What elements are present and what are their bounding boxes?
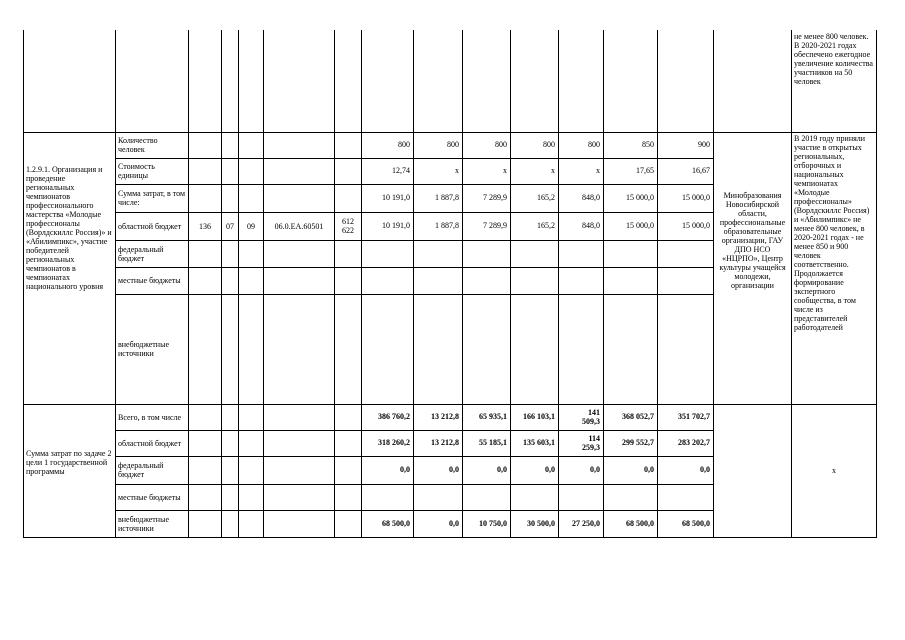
- value-cell: 10 191,0: [362, 184, 414, 212]
- top-cell: [362, 30, 414, 132]
- row-label: Количество человек: [116, 132, 189, 158]
- value-cell: 13 212,8: [414, 404, 463, 430]
- value-cell: 386 760,2: [362, 404, 414, 430]
- row-label: областной бюджет: [116, 430, 189, 456]
- code-cell: [335, 184, 362, 212]
- value-cell: 65 935,1: [463, 404, 511, 430]
- value-cell: 68 500,0: [604, 510, 658, 537]
- top-cell: [511, 30, 559, 132]
- row-label: Стоимость единицы: [116, 158, 189, 184]
- value-cell: 141 509,3: [559, 404, 604, 430]
- value-cell: 0,0: [559, 456, 604, 484]
- table-row: [24, 404, 877, 430]
- value-cell: 10 750,0: [463, 510, 511, 537]
- top-cell: [239, 30, 264, 132]
- value-cell: 800: [511, 132, 559, 158]
- top-cell: [658, 30, 714, 132]
- value-cell: 900: [658, 132, 714, 158]
- value-cell: x: [414, 158, 463, 184]
- top-cell: [714, 30, 792, 132]
- top-cell: [189, 30, 222, 132]
- value-cell: 0,0: [658, 456, 714, 484]
- value-cell: 15 000,0: [604, 212, 658, 240]
- row-label: Сумма затрат, в том числе:: [116, 184, 189, 212]
- value-cell: x: [511, 158, 559, 184]
- value-cell: 283 202,7: [658, 430, 714, 456]
- value-cell: 68 500,0: [658, 510, 714, 537]
- value-cell: 12,74: [362, 158, 414, 184]
- row-label: внебюджетные источники: [116, 510, 189, 537]
- code-csr: 06.0.EA.60501: [264, 212, 335, 240]
- value-cell: 0,0: [414, 456, 463, 484]
- top-result-text: не менее 800 человек. В 2020-2021 годах обеспечено ежегодное увеличение количества участников на 50 человек: [792, 30, 877, 132]
- total-name: Сумма затрат по задаче 2 цели 1 государственной программы: [24, 404, 116, 537]
- value-cell: 30 500,0: [511, 510, 559, 537]
- value-cell: 16,67: [658, 158, 714, 184]
- code-cell: [264, 158, 335, 184]
- code-cell: [239, 132, 264, 158]
- top-cell: [116, 30, 189, 132]
- row-label: областной бюджет: [116, 212, 189, 240]
- value-cell: 0,0: [362, 456, 414, 484]
- value-cell: 55 185,1: [463, 430, 511, 456]
- executor-cell: Минобразования Новосибирской области, профессиональные образовательные организации, ГАУ ДПО НСО «НЦРПО», Центр культуры учащейся молодежи, организации: [714, 132, 792, 404]
- value-cell: 15 000,0: [658, 212, 714, 240]
- value-cell: 165,2: [511, 184, 559, 212]
- row-label: Всего, в том числе: [116, 404, 189, 430]
- code-vr: 612 622: [335, 212, 362, 240]
- code-rz: 07: [222, 212, 239, 240]
- value-cell: 10 191,0: [362, 212, 414, 240]
- top-cell: [264, 30, 335, 132]
- value-cell: 0,0: [604, 456, 658, 484]
- top-cell: [604, 30, 658, 132]
- code-cell: [264, 184, 335, 212]
- value-cell: x: [559, 158, 604, 184]
- top-cell: [559, 30, 604, 132]
- value-cell: 800: [463, 132, 511, 158]
- top-cell: [222, 30, 239, 132]
- value-cell: x: [463, 158, 511, 184]
- top-cell: [463, 30, 511, 132]
- value-cell: 0,0: [463, 456, 511, 484]
- value-cell: 800: [414, 132, 463, 158]
- event-name: 1.2.9.1. Организация и проведение региональных чемпионатов профессионального мастерства «Молодые профессионалы (Ворлдскиллс Россия)» и «Абилимпикс», участие победителей региональных чемпионатов в чемпионатах национального уровня: [24, 132, 116, 404]
- code-cell: [264, 132, 335, 158]
- value-cell: 368 052,7: [604, 404, 658, 430]
- code-pr: 09: [239, 212, 264, 240]
- code-cell: [222, 132, 239, 158]
- value-cell: 13 212,8: [414, 430, 463, 456]
- row-label: федеральный бюджет: [116, 240, 189, 267]
- value-cell: 351 702,7: [658, 404, 714, 430]
- code-cell: [335, 158, 362, 184]
- code-cell: [239, 158, 264, 184]
- code-cell: [189, 132, 222, 158]
- value-cell: 166 103,1: [511, 404, 559, 430]
- code-cell: [335, 132, 362, 158]
- value-cell: 800: [559, 132, 604, 158]
- code-cell: [189, 184, 222, 212]
- top-cell: [335, 30, 362, 132]
- value-cell: 850: [604, 132, 658, 158]
- row-label: внебюджетные источники: [116, 294, 189, 404]
- budget-table: [23, 30, 877, 538]
- code-cell: [239, 184, 264, 212]
- value-cell: 1 887,8: [414, 212, 463, 240]
- value-cell: 15 000,0: [658, 184, 714, 212]
- value-cell: 848,0: [559, 212, 604, 240]
- code-cell: [222, 184, 239, 212]
- code-cell: [222, 158, 239, 184]
- value-cell: 800: [362, 132, 414, 158]
- code-gr: 136: [189, 212, 222, 240]
- result-cell: В 2019 году приняли участие в открытых региональных, отборочных и национальных чемпионатах «Молодые профессионалы» (Ворлдскиллс Россия) и «Абилимпикс» не менее 800 человек, в 2020-2021 годах - не менее 850 и 900 человек соответственно. Продолжается формирование экспертного сообщества, в том числе из представителей работодателей: [792, 132, 877, 404]
- total-result-cell: x: [792, 404, 877, 537]
- value-cell: 1 887,8: [414, 184, 463, 212]
- value-cell: 68 500,0: [362, 510, 414, 537]
- top-cell: [24, 30, 116, 132]
- table-row: [24, 132, 877, 158]
- top-cell: [414, 30, 463, 132]
- value-cell: 318 260,2: [362, 430, 414, 456]
- value-cell: 135 603,1: [511, 430, 559, 456]
- value-cell: 848,0: [559, 184, 604, 212]
- value-cell: 7 289,9: [463, 212, 511, 240]
- total-executor-cell: [714, 404, 792, 537]
- code-cell: [189, 158, 222, 184]
- row-label: местные бюджеты: [116, 484, 189, 510]
- row-label: местные бюджеты: [116, 267, 189, 294]
- value-cell: 0,0: [414, 510, 463, 537]
- value-cell: 165,2: [511, 212, 559, 240]
- value-cell: 15 000,0: [604, 184, 658, 212]
- value-cell: 114 259,3: [559, 430, 604, 456]
- value-cell: 17,65: [604, 158, 658, 184]
- row-label: федеральный бюджет: [116, 456, 189, 484]
- value-cell: 0,0: [511, 456, 559, 484]
- value-cell: 27 250,0: [559, 510, 604, 537]
- value-cell: 7 289,9: [463, 184, 511, 212]
- value-cell: 299 552,7: [604, 430, 658, 456]
